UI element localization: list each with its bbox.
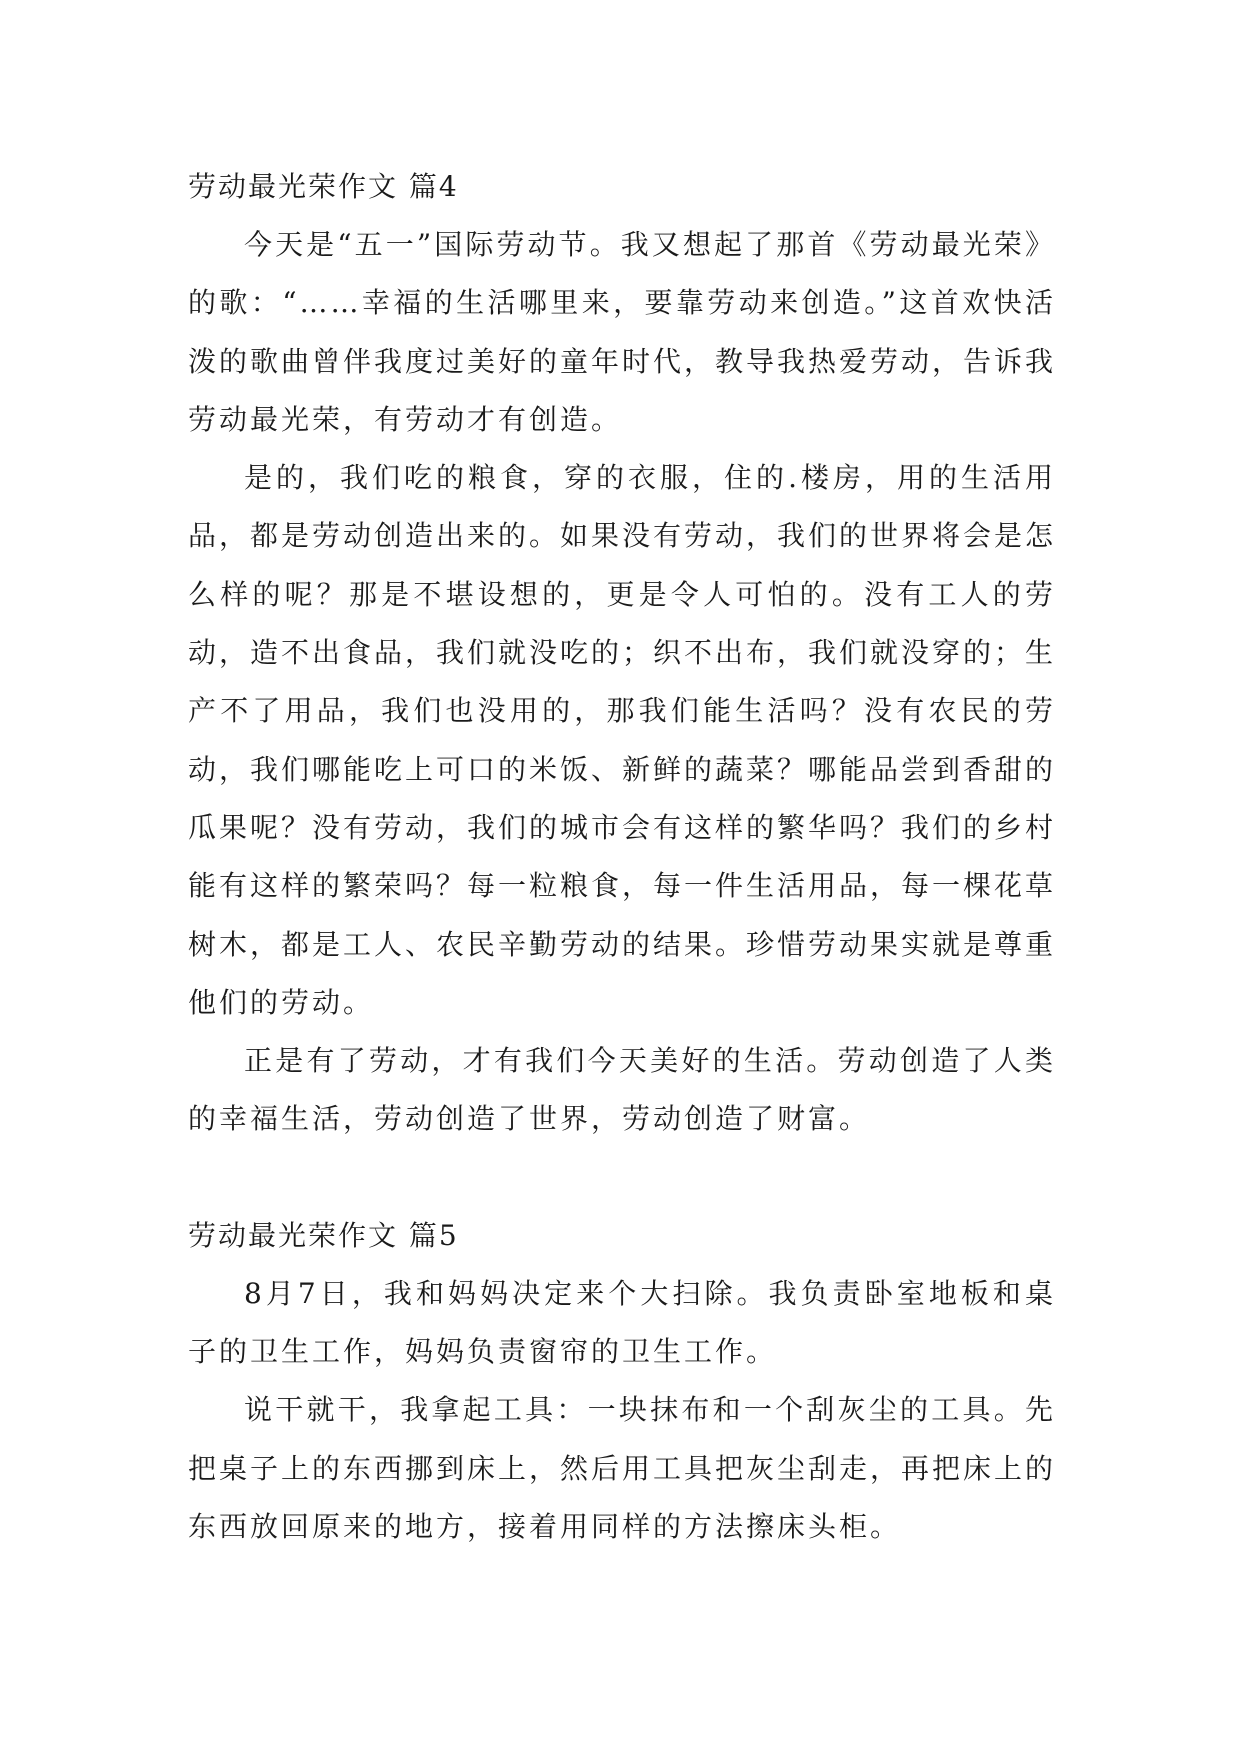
paragraph: 是的，我们吃的粮食，穿的衣服，住的.楼房，用的生活用品，都是劳动创造出来的。如果没有劳动，我们的世界将会是怎么样的呢？那是不堪设想的，更是令人可怕的。没有工人的劳动，造不出食品，我们就没吃的；织不出布，我们就没穿的；生产不了用品，我们也没用的，那我们能生活吗？没有农民的劳动，我们哪能吃上可口的米饭、新鲜的蔬菜？哪能品尝到香甜的瓜果呢？没有劳动，我们的城市会有这样的繁华吗？我们的乡村能有这样的繁荣吗？每一粒粮食，每一件生活用品，每一棵花草树木，都是工人、农民辛勤劳动的结果。珍惜劳动果实就是尊重他们的劳动。 bbox=[188, 461, 1057, 1019]
essay-section-4 bbox=[188, 158, 1056, 1149]
paragraph: 说干就干，我拿起工具：一块抹布和一个刮灰尘的工具。先把桌子上的东西挪到床上，然后用工具把灰尘刮走，再把床上的东西放回原来的地方，接着用同样的方法擦床头柜。 bbox=[188, 1393, 1057, 1543]
section-title: 劳动最光荣作文 篇4 bbox=[188, 170, 459, 203]
essay-section-5 bbox=[188, 1207, 1056, 1556]
paragraph: 8月7日，我和妈妈决定来个大扫除。我负责卧室地板和桌子的卫生工作，妈妈负责窗帘的卫生工作。 bbox=[188, 1276, 1056, 1369]
section-title: 劳动最光荣作文 篇5 bbox=[188, 1218, 459, 1252]
section-divider bbox=[188, 1149, 1056, 1207]
paragraph: 正是有了劳动，才有我们今天美好的生活。劳动创造了人类的幸福生活，劳动创造了世界，劳动创造了财富。 bbox=[188, 1044, 1056, 1136]
document-body bbox=[188, 158, 1056, 1556]
paragraph: 今天是“五一”国际劳动节。我又想起了那首《劳动最光荣》的歌：“……幸福的生活哪里来，要靠劳动来创造。”这首欢快活泼的歌曲曾伴我度过美好的童年时代，教导我热爱劳动，告诉我劳动最光荣，有劳动才有创造。 bbox=[188, 228, 1057, 436]
